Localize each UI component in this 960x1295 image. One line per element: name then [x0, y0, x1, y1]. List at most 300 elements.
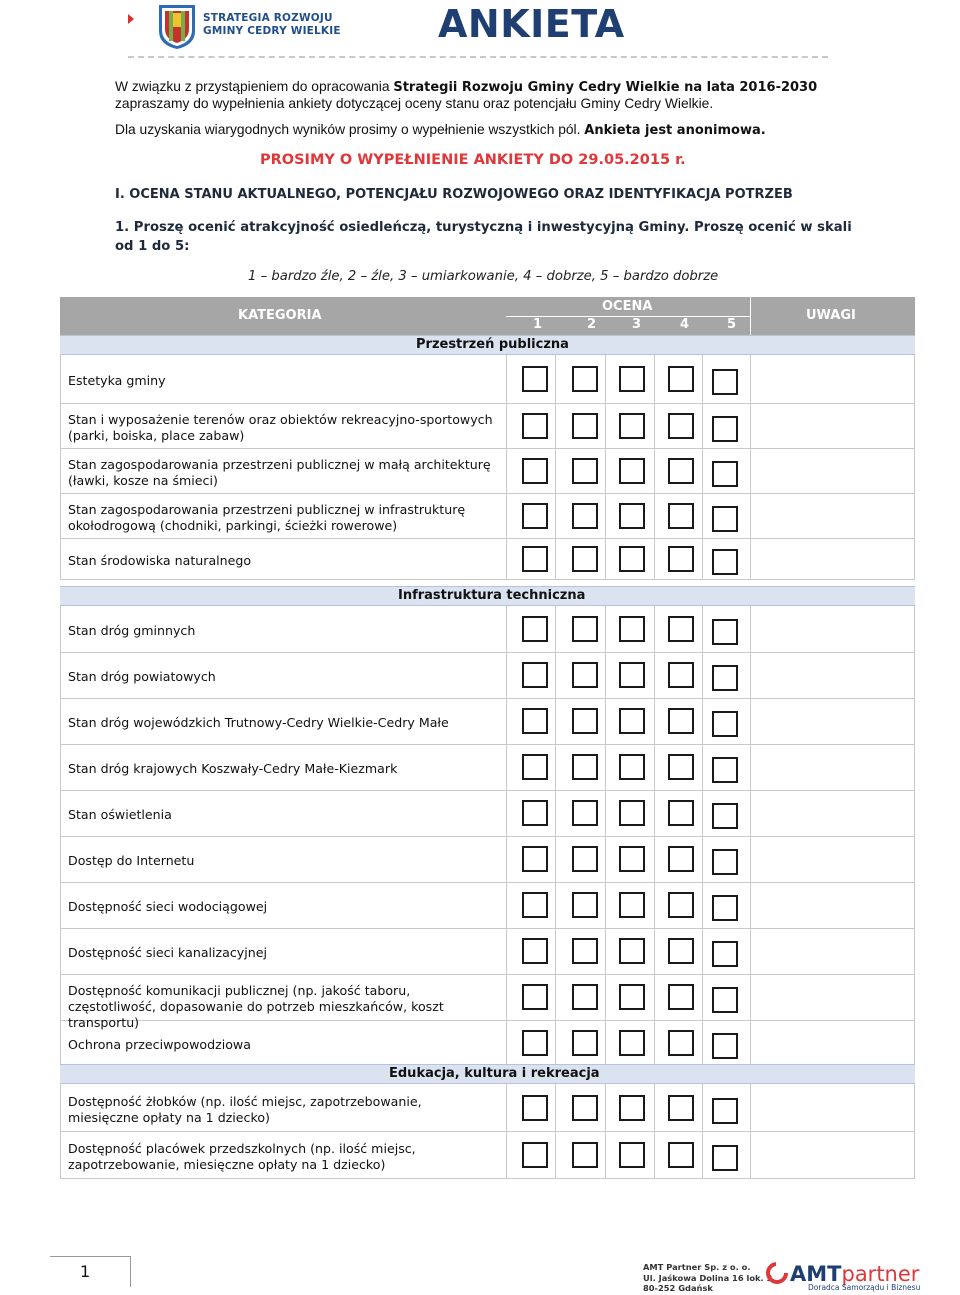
- strategy-name: Strategii Rozwoju Gminy Cedry Wielkie na lata 2016-2030: [393, 80, 818, 95]
- brand-line-1: STRATEGIA ROZWOJU: [203, 12, 333, 24]
- column-divider: [914, 448, 915, 493]
- column-divider: [506, 493, 507, 538]
- rating-checkbox-1[interactable]: [522, 458, 548, 484]
- rating-checkbox-5[interactable]: [712, 461, 738, 487]
- rating-checkbox-5[interactable]: [712, 757, 738, 783]
- column-divider: [750, 882, 751, 928]
- table-row: [60, 928, 915, 975]
- rating-checkbox-2[interactable]: [572, 984, 598, 1010]
- column-divider: [60, 1020, 61, 1066]
- section-bar: [60, 586, 915, 606]
- column-divider: [654, 882, 655, 928]
- column-divider: [914, 538, 915, 579]
- document-title: ANKIETA: [438, 2, 625, 46]
- column-divider: [914, 744, 915, 790]
- rating-checkbox-4[interactable]: [668, 366, 694, 392]
- rating-checkbox-5[interactable]: [712, 1098, 738, 1124]
- notes-cell[interactable]: [752, 974, 912, 1020]
- rating-checkbox-4[interactable]: [668, 458, 694, 484]
- rating-checkbox-1[interactable]: [522, 846, 548, 872]
- column-divider: [750, 652, 751, 698]
- rating-checkbox-1[interactable]: [522, 800, 548, 826]
- column-divider: [914, 928, 915, 974]
- column-divider: [555, 836, 556, 882]
- header-rating-label: OCENA: [602, 299, 653, 314]
- rating-checkbox-2[interactable]: [572, 1095, 598, 1121]
- rating-checkbox-5[interactable]: [712, 987, 738, 1013]
- rating-checkbox-5[interactable]: [712, 1145, 738, 1171]
- rating-checkbox-1[interactable]: [522, 938, 548, 964]
- column-divider: [702, 538, 703, 579]
- rating-checkbox-1[interactable]: [522, 984, 548, 1010]
- intro-line-3-text: Dla uzyskania wiarygodnych wyników prosimy o wypełnienie wszystkich pól.: [115, 122, 585, 137]
- table-row: [60, 1131, 915, 1179]
- rating-checkbox-5[interactable]: [712, 549, 738, 575]
- rating-checkbox-2[interactable]: [572, 616, 598, 642]
- column-divider: [654, 652, 655, 698]
- rating-table: [60, 297, 915, 1181]
- rating-checkbox-3[interactable]: [619, 458, 645, 484]
- rating-checkbox-2[interactable]: [572, 1030, 598, 1056]
- table-row: [60, 836, 915, 883]
- rating-number-5: 5: [727, 317, 737, 332]
- notes-cell[interactable]: [752, 698, 912, 744]
- rating-checkbox-4[interactable]: [668, 846, 694, 872]
- column-divider: [60, 606, 61, 652]
- column-divider: [555, 1131, 556, 1178]
- intro-line-3: [115, 121, 766, 139]
- column-divider: [506, 606, 507, 652]
- column-divider: [555, 974, 556, 1020]
- column-divider: [702, 1084, 703, 1131]
- column-divider: [60, 698, 61, 744]
- header-category-label: KATEGORIA: [238, 308, 322, 323]
- section-bar: [60, 335, 915, 355]
- rating-checkbox-1[interactable]: [522, 546, 548, 572]
- table-row: [60, 403, 915, 449]
- rating-checkbox-2[interactable]: [572, 546, 598, 572]
- rating-checkbox-5[interactable]: [712, 1033, 738, 1059]
- rating-checkbox-3[interactable]: [619, 846, 645, 872]
- rating-checkbox-3[interactable]: [619, 708, 645, 734]
- rating-checkbox-3[interactable]: [619, 366, 645, 392]
- column-divider: [605, 744, 606, 790]
- column-divider: [702, 928, 703, 974]
- column-divider: [702, 882, 703, 928]
- column-divider: [605, 928, 606, 974]
- rating-checkbox-2[interactable]: [572, 892, 598, 918]
- rating-checkbox-1[interactable]: [522, 662, 548, 688]
- notes-cell[interactable]: [752, 403, 912, 448]
- column-divider: [506, 1131, 507, 1178]
- footer-address-company: AMT Partner Sp. z o. o.: [643, 1262, 751, 1272]
- column-divider: [605, 882, 606, 928]
- section-title: Infrastruktura techniczna: [398, 588, 586, 603]
- table-row: [60, 1020, 915, 1067]
- rating-checkbox-4[interactable]: [668, 708, 694, 734]
- scale-legend: 1 – bardzo źle, 2 – źle, 3 – umiarkowanie, 4 – dobrze, 5 – bardzo dobrze: [248, 269, 719, 284]
- table-row: [60, 448, 915, 494]
- column-divider: [555, 606, 556, 652]
- column-divider: [654, 403, 655, 448]
- rating-checkbox-2[interactable]: [572, 413, 598, 439]
- column-divider: [506, 928, 507, 974]
- rating-checkbox-2[interactable]: [572, 662, 598, 688]
- column-divider: [506, 1084, 507, 1131]
- column-divider: [60, 1084, 61, 1131]
- column-divider: [750, 1131, 751, 1178]
- amt-logo-icon: [766, 1262, 788, 1284]
- column-divider: [914, 1131, 915, 1178]
- notes-cell[interactable]: [752, 493, 912, 538]
- intro-line-2: zapraszamy do wypełnienia ankiety dotyczącej oceny stanu oraz potencjału Gminy Cedry Wielkie.: [115, 96, 714, 111]
- column-divider: [60, 836, 61, 882]
- column-divider: [506, 448, 507, 493]
- column-divider: [702, 836, 703, 882]
- amt-logo-amt: AMT: [790, 1262, 842, 1286]
- column-divider: [60, 882, 61, 928]
- column-divider: [60, 652, 61, 698]
- column-divider: [654, 606, 655, 652]
- rating-checkbox-3[interactable]: [619, 503, 645, 529]
- column-divider: [506, 974, 507, 1020]
- column-divider: [60, 493, 61, 538]
- column-divider: [750, 698, 751, 744]
- column-divider: [702, 652, 703, 698]
- column-divider: [555, 403, 556, 448]
- amt-logo-partner: partner: [841, 1262, 920, 1286]
- notes-cell[interactable]: [752, 928, 912, 974]
- notes-cell[interactable]: [752, 882, 912, 928]
- rating-checkbox-3[interactable]: [619, 413, 645, 439]
- column-divider: [60, 790, 61, 836]
- rating-checkbox-1[interactable]: [522, 1095, 548, 1121]
- column-divider: [605, 698, 606, 744]
- rating-checkbox-3[interactable]: [619, 1142, 645, 1168]
- column-divider: [702, 744, 703, 790]
- column-divider: [702, 493, 703, 538]
- rating-checkbox-3[interactable]: [619, 1095, 645, 1121]
- intro-line-1: [115, 78, 817, 96]
- column-divider: [555, 1084, 556, 1131]
- rating-checkbox-1[interactable]: [522, 892, 548, 918]
- footer-address-street: Ul. Jaśkowa Dolina 16 lok. 3: [643, 1272, 773, 1283]
- column-divider: [60, 355, 61, 403]
- rating-checkbox-4[interactable]: [668, 984, 694, 1010]
- rating-checkbox-4[interactable]: [668, 1142, 694, 1168]
- crest-logo-icon: [157, 3, 197, 51]
- column-divider: [750, 606, 751, 652]
- rating-checkbox-4[interactable]: [668, 800, 694, 826]
- rating-checkbox-2[interactable]: [572, 458, 598, 484]
- column-divider: [506, 836, 507, 882]
- row-label: Dostępność placówek przedszkolnych (np. ilość miejsc, zapotrzebowanie, miesięczne opłaty na 1 dziecko): [68, 1141, 416, 1172]
- rating-checkbox-1[interactable]: [522, 1030, 548, 1056]
- column-divider: [555, 698, 556, 744]
- table-row: [60, 355, 915, 404]
- column-divider: [506, 744, 507, 790]
- column-divider: [506, 403, 507, 448]
- column-divider: [555, 790, 556, 836]
- column-divider: [914, 652, 915, 698]
- table-row: [60, 606, 915, 653]
- column-divider: [702, 355, 703, 403]
- section-bar: [60, 1064, 915, 1084]
- column-divider: [654, 974, 655, 1020]
- table-row: [60, 538, 915, 580]
- column-divider: [654, 1084, 655, 1131]
- rating-checkbox-4[interactable]: [668, 546, 694, 572]
- column-divider: [654, 1020, 655, 1066]
- notes-cell[interactable]: [752, 448, 912, 493]
- page-number: 1: [80, 1262, 91, 1281]
- column-divider: [555, 882, 556, 928]
- rating-checkbox-3[interactable]: [619, 800, 645, 826]
- table-row: [60, 698, 915, 745]
- column-divider: [605, 974, 606, 1020]
- column-divider: [702, 1020, 703, 1066]
- rating-checkbox-5[interactable]: [712, 369, 738, 395]
- column-divider: [654, 698, 655, 744]
- column-divider: [506, 882, 507, 928]
- rating-checkbox-2[interactable]: [572, 1142, 598, 1168]
- rating-checkbox-1[interactable]: [522, 616, 548, 642]
- column-divider: [60, 928, 61, 974]
- rating-number-1: 1: [533, 317, 543, 332]
- row-label: Stan środowiska naturalnego: [68, 553, 252, 568]
- column-divider: [914, 698, 915, 744]
- column-divider: [914, 606, 915, 652]
- column-divider: [605, 1084, 606, 1131]
- column-divider: [654, 928, 655, 974]
- rating-number-4: 4: [680, 317, 690, 332]
- column-divider: [60, 1131, 61, 1178]
- row-label: Stan dróg gminnych: [68, 623, 196, 638]
- rating-checkbox-4[interactable]: [668, 662, 694, 688]
- column-divider: [654, 744, 655, 790]
- row-label: Dostępność sieci kanalizacyjnej: [68, 945, 267, 960]
- table-row: [60, 652, 915, 699]
- column-divider: [60, 538, 61, 579]
- rating-checkbox-3[interactable]: [619, 616, 645, 642]
- notes-cell[interactable]: [752, 1020, 912, 1066]
- footer-page-frame: [50, 1256, 131, 1287]
- rating-checkbox-4[interactable]: [668, 1030, 694, 1056]
- column-divider: [750, 1020, 751, 1066]
- rating-number-2: 2: [587, 317, 597, 332]
- rating-checkbox-5[interactable]: [712, 803, 738, 829]
- amt-logo-tagline: Doradca Samorządu i Biznesu: [808, 1283, 921, 1292]
- deadline-notice: PROSIMY O WYPEŁNIENIE ANKIETY DO 29.05.2015 r.: [260, 152, 686, 168]
- rating-checkbox-1[interactable]: [522, 754, 548, 780]
- column-divider: [702, 606, 703, 652]
- rating-checkbox-3[interactable]: [619, 938, 645, 964]
- column-divider: [605, 448, 606, 493]
- column-divider: [750, 790, 751, 836]
- column-divider: [555, 744, 556, 790]
- rating-checkbox-2[interactable]: [572, 800, 598, 826]
- row-label: Stan dróg krajowych Koszwały-Cedry Małe-Kiezmark: [68, 761, 398, 776]
- rating-checkbox-2[interactable]: [572, 708, 598, 734]
- column-divider: [555, 538, 556, 579]
- column-divider: [60, 448, 61, 493]
- rating-checkbox-2[interactable]: [572, 938, 598, 964]
- column-divider: [914, 355, 915, 403]
- column-divider: [914, 493, 915, 538]
- column-divider: [702, 974, 703, 1020]
- column-divider: [555, 448, 556, 493]
- rating-checkbox-5[interactable]: [712, 941, 738, 967]
- rating-checkbox-1[interactable]: [522, 503, 548, 529]
- notes-cell[interactable]: [752, 836, 912, 882]
- column-divider: [605, 1020, 606, 1066]
- rating-checkbox-3[interactable]: [619, 662, 645, 688]
- rating-checkbox-1[interactable]: [522, 413, 548, 439]
- section-heading: I. OCENA STANU AKTUALNEGO, POTENCJAŁU ROZWOJOWEGO ORAZ IDENTYFIKACJA POTRZEB: [115, 187, 793, 202]
- rating-checkbox-3[interactable]: [619, 754, 645, 780]
- intro-line-1-text: W związku z przystąpieniem do opracowania: [115, 79, 394, 94]
- column-divider: [605, 790, 606, 836]
- header-notes-label: UWAGI: [806, 308, 856, 323]
- column-divider: [60, 974, 61, 1020]
- column-divider: [605, 836, 606, 882]
- column-divider: [506, 652, 507, 698]
- rating-checkbox-5[interactable]: [712, 506, 738, 532]
- column-divider: [750, 403, 751, 448]
- row-label: Stan dróg powiatowych: [68, 669, 216, 684]
- brand-name: [203, 12, 341, 38]
- column-divider: [654, 790, 655, 836]
- column-divider: [60, 744, 61, 790]
- column-divider: [555, 1020, 556, 1066]
- rating-checkbox-4[interactable]: [668, 413, 694, 439]
- rating-checkbox-4[interactable]: [668, 938, 694, 964]
- rating-checkbox-3[interactable]: [619, 546, 645, 572]
- section-title: Edukacja, kultura i rekreacja: [389, 1066, 600, 1081]
- table-row: [60, 974, 915, 1030]
- notes-cell[interactable]: [752, 1131, 912, 1178]
- column-divider: [506, 790, 507, 836]
- notes-cell[interactable]: [752, 355, 912, 403]
- column-divider: [605, 652, 606, 698]
- section-title: Przestrzeń publiczna: [416, 337, 569, 352]
- rating-checkbox-2[interactable]: [572, 503, 598, 529]
- column-divider: [750, 974, 751, 1020]
- rating-checkbox-4[interactable]: [668, 503, 694, 529]
- question-1: 1. Proszę ocenić atrakcyjność osiedleńczą, turystyczną i inwestycyjną Gminy. Proszę ocenić w skali od 1 do 5:: [115, 220, 852, 254]
- column-divider: [654, 355, 655, 403]
- rating-checkbox-1[interactable]: [522, 708, 548, 734]
- notes-cell[interactable]: [752, 1084, 912, 1131]
- rating-checkbox-5[interactable]: [712, 665, 738, 691]
- rating-checkbox-3[interactable]: [619, 984, 645, 1010]
- rating-checkbox-4[interactable]: [668, 892, 694, 918]
- column-divider: [750, 355, 751, 403]
- column-divider: [702, 403, 703, 448]
- column-divider: [750, 538, 751, 579]
- footer-address-city: 80-252 Gdańsk: [643, 1283, 713, 1293]
- column-divider: [750, 836, 751, 882]
- rating-checkbox-2[interactable]: [572, 366, 598, 392]
- rating-checkbox-3[interactable]: [619, 892, 645, 918]
- row-label: Stan zagospodarowania przestrzeni publicznej w małą architekturę (ławki, kosze na śmieci): [68, 457, 491, 488]
- row-label: Ochrona przeciwpowodziowa: [68, 1037, 251, 1052]
- column-divider: [654, 448, 655, 493]
- notes-cell[interactable]: [752, 652, 912, 698]
- notes-cell[interactable]: [752, 606, 912, 652]
- rating-checkbox-1[interactable]: [522, 1142, 548, 1168]
- row-label: Dostęp do Internetu: [68, 853, 195, 868]
- rating-checkbox-2[interactable]: [572, 846, 598, 872]
- column-divider: [605, 355, 606, 403]
- rating-checkbox-3[interactable]: [619, 1030, 645, 1056]
- footer-address: [643, 1262, 772, 1294]
- brand-line-2: GMINY CEDRY WIELKIE: [203, 25, 341, 37]
- column-divider: [555, 355, 556, 403]
- header-notes: [750, 297, 915, 335]
- rating-checkbox-4[interactable]: [668, 616, 694, 642]
- column-divider: [555, 493, 556, 538]
- table-row: [60, 882, 915, 929]
- column-divider: [914, 882, 915, 928]
- header-divider: [128, 56, 828, 58]
- column-divider: [605, 538, 606, 579]
- column-divider: [702, 1131, 703, 1178]
- column-divider: [654, 493, 655, 538]
- column-divider: [914, 1084, 915, 1131]
- column-divider: [750, 448, 751, 493]
- notes-cell[interactable]: [752, 744, 912, 790]
- column-divider: [555, 928, 556, 974]
- rating-checkbox-5[interactable]: [712, 416, 738, 442]
- column-divider: [506, 1020, 507, 1066]
- column-divider: [914, 1020, 915, 1066]
- row-label: Dostępność żłobków (np. ilość miejsc, zapotrzebowanie, miesięczne opłaty na 1 dziecko): [68, 1094, 422, 1125]
- table-row: [60, 1084, 915, 1132]
- rating-checkbox-5[interactable]: [712, 619, 738, 645]
- rating-checkbox-5[interactable]: [712, 895, 738, 921]
- rating-checkbox-4[interactable]: [668, 754, 694, 780]
- row-label: Stan oświetlenia: [68, 807, 172, 822]
- column-divider: [506, 355, 507, 403]
- rating-checkbox-5[interactable]: [712, 849, 738, 875]
- column-divider: [654, 538, 655, 579]
- rating-checkbox-1[interactable]: [522, 366, 548, 392]
- row-label: Dostępność komunikacji publicznej (np. jakość taboru, częstotliwość, dopasowanie do potrzeb mieszkańców, koszt transportu): [68, 983, 444, 1030]
- rating-checkbox-4[interactable]: [668, 1095, 694, 1121]
- column-divider: [914, 403, 915, 448]
- column-divider: [750, 744, 751, 790]
- notes-cell[interactable]: [752, 790, 912, 836]
- column-divider: [750, 928, 751, 974]
- column-divider: [60, 403, 61, 448]
- rating-checkbox-5[interactable]: [712, 711, 738, 737]
- row-label: Dostępność sieci wodociągowej: [68, 899, 268, 914]
- row-label: Stan dróg wojewódzkich Trutnowy-Cedry Wielkie-Cedry Małe: [68, 715, 449, 730]
- column-divider: [750, 493, 751, 538]
- notes-cell[interactable]: [752, 538, 912, 579]
- column-divider: [914, 974, 915, 1020]
- table-row: [60, 744, 915, 791]
- row-label: Stan i wyposażenie terenów oraz obiektów rekreacyjno-sportowych (parki, boiska, place zabaw): [68, 412, 493, 443]
- rating-checkbox-2[interactable]: [572, 754, 598, 780]
- column-divider: [555, 652, 556, 698]
- column-divider: [702, 698, 703, 744]
- header-rating-divider: [506, 316, 750, 317]
- table-row: [60, 790, 915, 837]
- column-divider: [605, 403, 606, 448]
- column-divider: [750, 1084, 751, 1131]
